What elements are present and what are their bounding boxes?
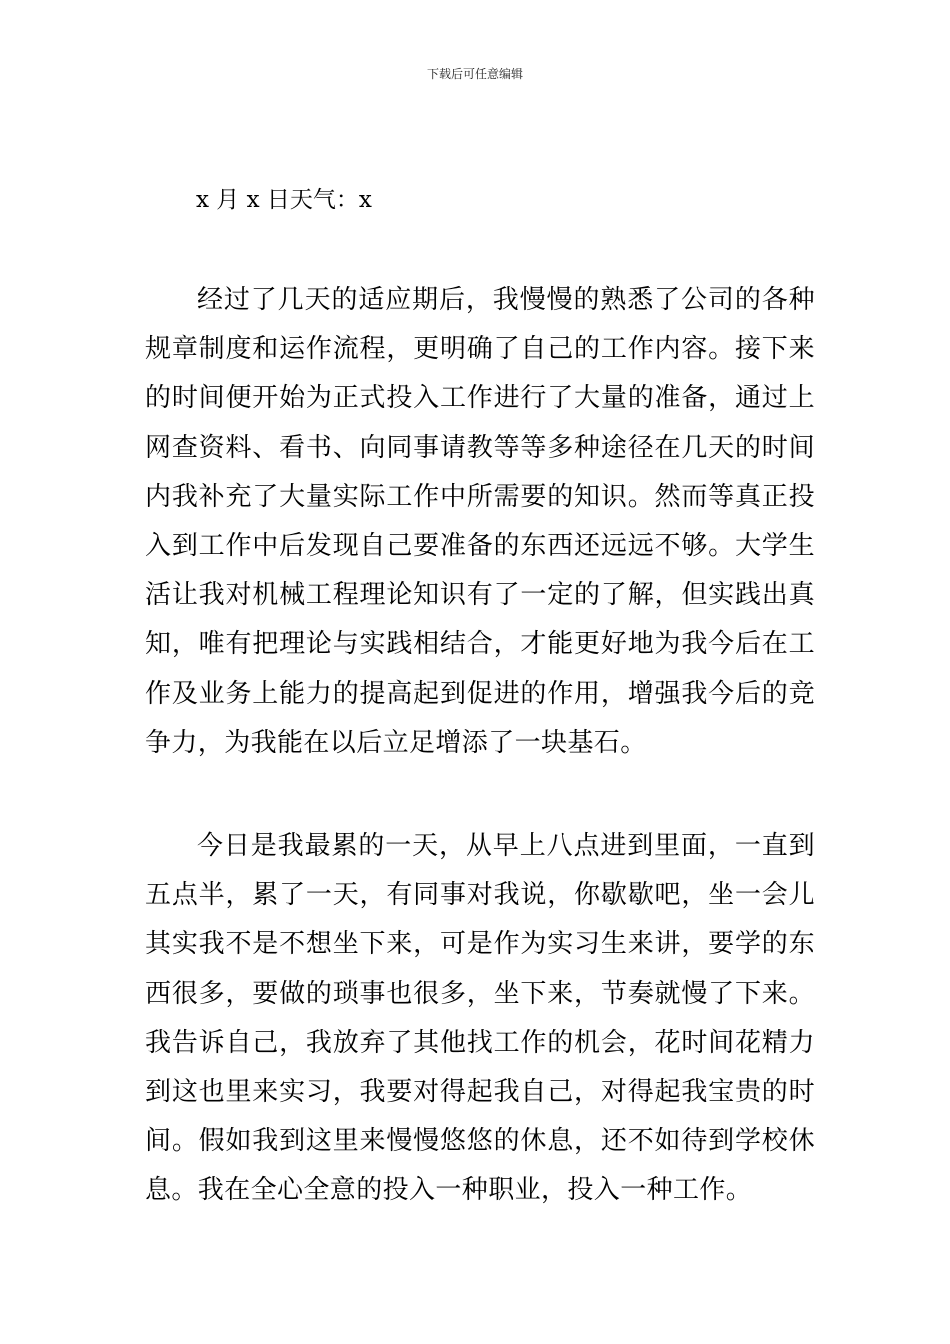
body-paragraph-1: 经过了几天的适应期后，我慢慢的熟悉了公司的各种规章制度和运作流程，更明确了自己的工作内容。接下来的时间便开始为正式投入工作进行了大量的准备，通过上网查资料、看书、向同事请教等等多种途径在几天的时间内我补充了大量实际工作中所需要的知识。然而等真正投入到工作中后发现自己要准备的东西还远远不够。大学生活让我对机械工程理论知识有了一定的了解，但实践出真知，唯有把理论与实践相结合，才能更好地为我今后在工作及业务上能力的提高起到促进的作用，增强我今后的竞争力，为我能在以后立足增添了一块基石。 (145, 285, 815, 758)
page-header: 下载后可任意编辑 (426, 67, 523, 81)
date-weather-line: x 月 x 日天气：x (196, 187, 372, 213)
body-paragraph-2: 今日是我最累的一天，从早上八点进到里面，一直到五点半，累了一天，有同事对我说，你歇歇吧，坐一会儿其实我不是不想坐下来，可是作为实习生来讲，要学的东西很多，要做的琐事也很多，坐下来，节奏就慢了下来。我告诉自己，我放弃了其他找工作的机会，花时间花精力到这也里来实习，我要对得起我自己，对得起我宝贵的时间。假如我到这里来慢慢悠悠的休息，还不如待到学校休息。我在全心全意的投入一种职业，投入一种工作。 (145, 831, 815, 1206)
